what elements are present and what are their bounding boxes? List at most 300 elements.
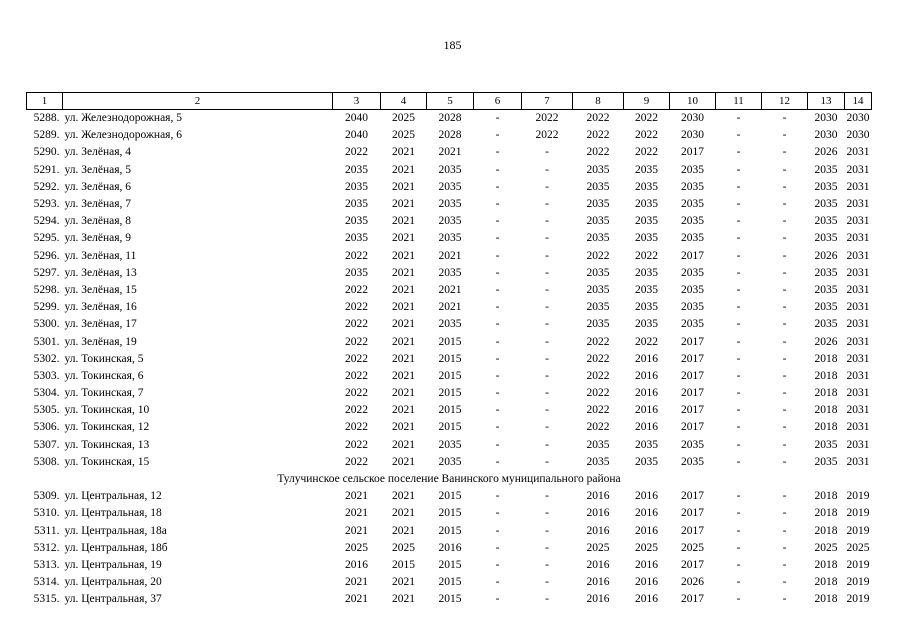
table-row (27, 333, 872, 350)
column-header: 6 (474, 93, 522, 110)
year-cell: 2022 (586, 112, 610, 125)
year-cell: 2022 (345, 283, 368, 296)
row-number: 5291. (33, 163, 60, 176)
year-cell: 2031 (846, 215, 870, 228)
year-cell: 2035 (586, 438, 610, 451)
year-cell: 2022 (345, 404, 368, 417)
table-row (27, 299, 872, 316)
year-cell: 2015 (438, 558, 462, 571)
year-cell: - (736, 232, 741, 245)
year-cell: - (782, 301, 787, 314)
year-cell: 2040 (345, 112, 368, 125)
year-cell: 2035 (814, 215, 838, 228)
year-cell: - (495, 266, 500, 279)
table-row (27, 557, 872, 574)
year-cell: - (782, 558, 787, 571)
year-cell: 2028 (438, 129, 462, 142)
year-cell: - (782, 404, 787, 417)
year-cell: - (736, 266, 741, 279)
year-cell: 2022 (586, 146, 610, 159)
year-cell: 2031 (846, 335, 870, 348)
year-cell: - (736, 438, 741, 451)
year-cell: - (782, 421, 787, 434)
row-number: 5290. (33, 146, 60, 159)
year-cell: - (782, 163, 787, 176)
address-cell: ул. Зелёная, 4 (64, 146, 131, 159)
year-cell: - (736, 404, 741, 417)
year-cell: 2022 (345, 146, 368, 159)
year-cell: 2015 (438, 369, 462, 382)
year-cell: 2021 (392, 146, 415, 159)
year-cell: 2035 (635, 266, 658, 279)
year-cell: 2025 (681, 541, 704, 554)
row-number: 5311. (34, 524, 60, 537)
table-row (27, 127, 872, 144)
year-cell: 2035 (681, 180, 704, 193)
page-number: 185 (443, 38, 462, 52)
year-cell: 2018 (814, 524, 838, 537)
year-cell: 2021 (392, 524, 415, 537)
year-cell: 2021 (345, 490, 368, 503)
year-cell: - (736, 524, 741, 537)
table-row (27, 230, 872, 247)
year-cell: 2015 (438, 387, 462, 400)
row-number: 5310. (33, 507, 60, 520)
year-cell: - (495, 335, 500, 348)
year-cell: 2016 (586, 558, 610, 571)
address-cell: ул. Токинская, 7 (64, 387, 144, 400)
year-cell: - (782, 232, 787, 245)
year-cell: 2021 (392, 249, 415, 262)
year-cell: 2026 (814, 249, 838, 262)
year-cell: 2021 (392, 301, 415, 314)
year-cell: - (495, 163, 500, 176)
row-number: 5299. (33, 301, 60, 314)
year-cell: 2015 (438, 352, 462, 365)
column-header: 7 (522, 93, 573, 110)
year-cell: - (782, 198, 787, 211)
year-cell: 2031 (846, 301, 870, 314)
year-cell: 2035 (438, 318, 462, 331)
year-cell: - (736, 507, 741, 520)
year-cell: 2021 (392, 266, 415, 279)
year-cell: 2021 (392, 180, 415, 193)
year-cell: 2016 (635, 576, 658, 589)
year-cell: 2031 (846, 146, 870, 159)
address-cell: ул. Токинская, 12 (64, 421, 150, 434)
year-cell: - (545, 369, 549, 382)
year-cell: - (736, 421, 741, 434)
year-cell: 2018 (814, 490, 838, 503)
address-cell: ул. Зелёная, 15 (64, 283, 137, 296)
table-row (27, 488, 872, 505)
year-cell: - (736, 576, 741, 589)
year-cell: 2019 (846, 576, 870, 589)
table-row (27, 437, 872, 454)
year-cell: 2022 (345, 455, 368, 468)
year-cell: - (782, 507, 787, 520)
year-cell: 2030 (814, 129, 838, 142)
year-cell: 2035 (681, 301, 704, 314)
year-cell: 2015 (438, 490, 462, 503)
year-cell: 2016 (586, 524, 610, 537)
table-row (27, 368, 872, 385)
year-cell: 2018 (814, 421, 838, 434)
year-cell: 2035 (345, 215, 368, 228)
year-cell: 2035 (814, 318, 838, 331)
row-number: 5293. (33, 198, 60, 211)
year-cell: 2015 (438, 593, 462, 606)
year-cell: 2035 (635, 198, 658, 211)
address-cell: ул. Зелёная, 17 (64, 318, 137, 331)
year-cell: 2015 (392, 558, 415, 571)
year-cell: - (545, 266, 549, 279)
year-cell: - (736, 369, 741, 382)
section-title: Тулучинское сельское поселение Ванинского муниципального района (277, 473, 621, 486)
year-cell: 2018 (814, 576, 838, 589)
table-row (27, 282, 872, 299)
address-cell: ул. Зелёная, 5 (64, 163, 131, 176)
year-cell: - (782, 146, 787, 159)
column-header: 1 (27, 93, 63, 110)
table-row (27, 248, 872, 265)
address-cell: ул. Зелёная, 8 (64, 215, 131, 228)
year-cell: - (736, 318, 741, 331)
year-cell: - (545, 507, 549, 520)
year-cell: 2035 (345, 198, 368, 211)
year-cell: 2022 (586, 335, 610, 348)
year-cell: 2030 (846, 112, 870, 125)
year-cell: - (495, 112, 500, 125)
year-cell: 2026 (681, 576, 704, 589)
year-cell: 2016 (635, 524, 658, 537)
year-cell: - (495, 215, 500, 228)
row-number: 5313. (33, 558, 60, 571)
year-cell: - (782, 455, 787, 468)
row-number: 5307. (33, 438, 60, 451)
address-cell: ул. Центральная, 37 (64, 593, 162, 606)
year-cell: 2016 (635, 490, 658, 503)
address-cell: ул. Токинская, 5 (64, 352, 144, 365)
row-number: 5308. (33, 455, 60, 468)
year-cell: 2022 (586, 421, 610, 434)
year-cell: 2018 (814, 369, 838, 382)
year-cell: - (736, 455, 741, 468)
year-cell: - (782, 387, 787, 400)
year-cell: 2021 (392, 369, 415, 382)
table-row (27, 144, 872, 161)
year-cell: 2016 (586, 507, 610, 520)
row-number: 5312. (33, 541, 60, 554)
year-cell: 2021 (392, 507, 415, 520)
year-cell: 2017 (681, 421, 704, 434)
year-cell: 2035 (586, 180, 610, 193)
year-cell: - (736, 146, 741, 159)
year-cell: 2031 (846, 180, 870, 193)
year-cell: 2031 (846, 283, 870, 296)
year-cell: 2031 (846, 318, 870, 331)
year-cell: 2016 (635, 387, 658, 400)
year-cell: - (545, 576, 549, 589)
table-row (27, 213, 872, 230)
year-cell: 2022 (345, 335, 368, 348)
year-cell: 2035 (438, 163, 462, 176)
year-cell: 2035 (586, 232, 610, 245)
year-cell: 2035 (635, 180, 658, 193)
year-cell: - (495, 558, 500, 571)
year-cell: - (495, 352, 500, 365)
row-number: 5295. (33, 232, 60, 245)
year-cell: 2022 (635, 146, 658, 159)
address-cell: ул. Зелёная, 16 (64, 301, 137, 314)
row-number: 5309. (33, 490, 60, 503)
year-cell: - (495, 180, 500, 193)
year-cell: 2035 (814, 198, 838, 211)
year-cell: - (736, 541, 741, 554)
year-cell: 2021 (392, 404, 415, 417)
address-cell: ул. Зелёная, 11 (64, 249, 137, 262)
year-cell: 2031 (846, 404, 870, 417)
year-cell: 2021 (392, 438, 415, 451)
year-cell: 2022 (586, 387, 610, 400)
year-cell: 2031 (846, 266, 870, 279)
year-cell: - (495, 404, 500, 417)
year-cell: 2035 (681, 438, 704, 451)
year-cell: 2031 (846, 198, 870, 211)
year-cell: 2030 (681, 129, 704, 142)
year-cell: 2017 (681, 558, 704, 571)
year-cell: - (736, 249, 741, 262)
year-cell: - (545, 558, 549, 571)
table-row (27, 402, 872, 419)
table-row (27, 265, 872, 282)
year-cell: - (545, 404, 549, 417)
year-cell: - (495, 318, 500, 331)
year-cell: - (495, 593, 500, 606)
year-cell: - (495, 387, 500, 400)
year-cell: 2018 (814, 387, 838, 400)
year-cell: 2035 (586, 283, 610, 296)
year-cell: 2016 (635, 593, 658, 606)
year-cell: 2021 (392, 163, 415, 176)
year-cell: - (545, 198, 549, 211)
year-cell: 2016 (586, 576, 610, 589)
year-cell: 2021 (392, 455, 415, 468)
year-cell: 2017 (681, 369, 704, 382)
year-cell: 2022 (635, 129, 658, 142)
year-cell: 2018 (814, 352, 838, 365)
year-cell: 2016 (635, 352, 658, 365)
year-cell: - (736, 180, 741, 193)
year-cell: - (736, 387, 741, 400)
year-cell: 2021 (345, 593, 368, 606)
year-cell: - (736, 335, 741, 348)
year-cell: 2025 (392, 129, 415, 142)
year-cell: - (782, 576, 787, 589)
year-cell: 2017 (681, 524, 704, 537)
row-number: 5315. (33, 593, 60, 606)
row-number: 5297. (33, 266, 60, 279)
column-header: 5 (427, 93, 474, 110)
year-cell: 2016 (635, 404, 658, 417)
year-cell: 2017 (681, 249, 704, 262)
year-cell: 2018 (814, 507, 838, 520)
address-cell: ул. Зелёная, 9 (64, 232, 131, 245)
year-cell: 2035 (814, 301, 838, 314)
table-row (27, 110, 872, 128)
year-cell: 2016 (635, 421, 658, 434)
year-cell: 2015 (438, 335, 462, 348)
year-cell: - (736, 301, 741, 314)
year-cell: 2040 (345, 129, 368, 142)
year-cell: - (495, 249, 500, 262)
year-cell: 2022 (586, 352, 610, 365)
year-cell: 2021 (438, 283, 462, 296)
year-cell: - (495, 421, 500, 434)
year-cell: - (736, 215, 741, 228)
column-header: 3 (333, 93, 381, 110)
year-cell: - (545, 387, 549, 400)
year-cell: 2035 (345, 266, 368, 279)
year-cell: 2022 (635, 249, 658, 262)
year-cell: - (782, 541, 787, 554)
year-cell: 2022 (345, 387, 368, 400)
year-cell: - (782, 112, 787, 125)
year-cell: - (545, 163, 549, 176)
year-cell: - (782, 283, 787, 296)
row-number: 5294. (33, 215, 60, 228)
year-cell: 2030 (814, 112, 838, 125)
year-cell: 2021 (392, 318, 415, 331)
year-cell: 2022 (586, 369, 610, 382)
year-cell: 2031 (846, 249, 870, 262)
year-cell: 2017 (681, 490, 704, 503)
year-cell: - (782, 369, 787, 382)
year-cell: - (545, 541, 549, 554)
year-cell: 2016 (635, 369, 658, 382)
year-cell: 2022 (586, 249, 610, 262)
year-cell: 2031 (846, 232, 870, 245)
table-row (27, 505, 872, 522)
column-header: 8 (573, 93, 624, 110)
year-cell: 2017 (681, 335, 704, 348)
table-row (27, 591, 872, 608)
year-cell: 2021 (392, 283, 415, 296)
year-cell: - (545, 490, 549, 503)
year-cell: 2035 (586, 266, 610, 279)
year-cell: 2035 (635, 232, 658, 245)
year-cell: 2035 (345, 180, 368, 193)
year-cell: - (545, 249, 549, 262)
year-cell: 2021 (392, 232, 415, 245)
year-cell: 2021 (392, 490, 415, 503)
address-cell: ул. Зелёная, 19 (64, 335, 137, 348)
year-cell: 2035 (635, 301, 658, 314)
year-cell: - (545, 438, 549, 451)
year-cell: - (495, 576, 500, 589)
year-cell: 2021 (345, 507, 368, 520)
year-cell: - (782, 490, 787, 503)
address-cell: ул. Железнодорожная, 6 (64, 129, 182, 142)
year-cell: 2026 (814, 335, 838, 348)
year-cell: 2025 (345, 541, 368, 554)
year-cell: 2022 (635, 112, 658, 125)
year-cell: - (545, 455, 549, 468)
year-cell: 2019 (846, 524, 870, 537)
year-cell: 2031 (846, 352, 870, 365)
year-cell: - (736, 198, 741, 211)
year-cell: 2035 (681, 283, 704, 296)
year-cell: - (495, 438, 500, 451)
year-cell: - (736, 112, 741, 125)
year-cell: 2021 (438, 146, 462, 159)
year-cell: - (545, 335, 549, 348)
table-row (27, 162, 872, 179)
year-cell: 2025 (586, 541, 610, 554)
column-header: 14 (845, 93, 872, 110)
table-row (27, 540, 872, 557)
row-number: 5303. (33, 369, 60, 382)
year-cell: 2019 (846, 558, 870, 571)
year-cell: 2025 (814, 541, 838, 554)
year-cell: 2035 (814, 266, 838, 279)
year-cell: 2035 (586, 198, 610, 211)
year-cell: 2026 (814, 146, 838, 159)
row-number: 5306. (33, 421, 60, 434)
year-cell: 2015 (438, 576, 462, 589)
address-cell: ул. Центральная, 18 (64, 507, 162, 520)
year-cell: - (545, 318, 549, 331)
year-cell: 2035 (635, 283, 658, 296)
year-cell: - (782, 593, 787, 606)
year-cell: 2021 (392, 198, 415, 211)
year-cell: 2031 (846, 387, 870, 400)
table-row (27, 179, 872, 196)
section-row (27, 471, 872, 488)
row-number: 5304. (33, 387, 60, 400)
table-body (27, 110, 872, 609)
address-cell: ул. Зелёная, 6 (64, 180, 131, 193)
year-cell: - (736, 352, 741, 365)
year-cell: 2022 (345, 438, 368, 451)
year-cell: 2035 (586, 215, 610, 228)
year-cell: - (545, 146, 549, 159)
address-cell: ул. Центральная, 18а (64, 524, 167, 537)
year-cell: 2035 (586, 455, 610, 468)
row-number: 5292. (33, 180, 60, 193)
year-cell: - (736, 283, 741, 296)
year-cell: 2035 (586, 163, 610, 176)
year-cell: 2035 (814, 455, 838, 468)
year-cell: - (545, 232, 549, 245)
year-cell: 2035 (814, 283, 838, 296)
year-cell: - (545, 352, 549, 365)
table-row (27, 351, 872, 368)
year-cell: - (736, 163, 741, 176)
address-cell: ул. Токинская, 10 (64, 404, 150, 417)
year-cell: 2021 (392, 335, 415, 348)
year-cell: - (495, 301, 500, 314)
year-cell: 2018 (814, 558, 838, 571)
column-header: 9 (624, 93, 670, 110)
year-cell: 2016 (438, 541, 462, 554)
year-cell: 2035 (681, 318, 704, 331)
year-cell: 2017 (681, 507, 704, 520)
year-cell: 2035 (814, 163, 838, 176)
year-cell: 2035 (438, 215, 462, 228)
table-row (27, 574, 872, 591)
year-cell: 2028 (438, 112, 462, 125)
